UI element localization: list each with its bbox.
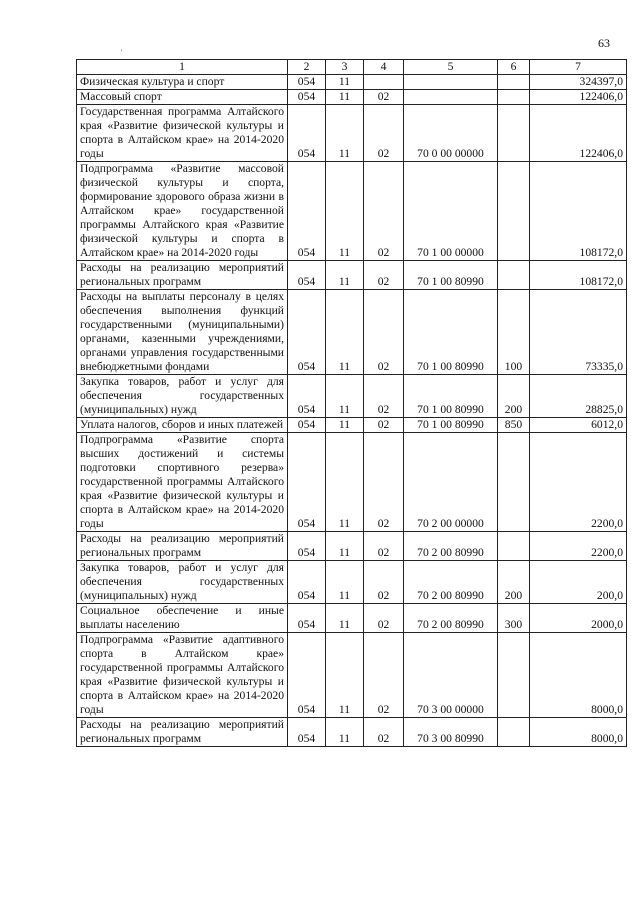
row-vr [498, 433, 530, 532]
row-name: Подпрограмма «Развитие массовой физической культуры и спорта, формирование здорового образа жизни в Алтайском крае» государственной программы Алтайского края «Развитие физической культуры и спорта в Алтайском крае» на 2014-2020 годы [77, 162, 288, 261]
row-sum: 6012,0 [530, 418, 627, 433]
row-section: 11 [326, 633, 364, 718]
row-name: Расходы на выплаты персоналу в целях обеспечения выполнения функций государственными (муниципальными) органами, казенными учреждениями, органами управления государственными внебюджетными фондами [77, 290, 288, 375]
scan-speck: ' [121, 48, 123, 57]
table-row [77, 532, 627, 561]
table-row [77, 261, 627, 290]
table-row [77, 290, 627, 375]
table-row [77, 162, 627, 261]
row-vr [498, 633, 530, 718]
row-sum: 73335,0 [530, 290, 627, 375]
row-sum: 2000,0 [530, 604, 627, 633]
row-subsection [364, 75, 404, 90]
col-header-7: 7 [530, 60, 627, 75]
row-name: Физическая культура и спорт [77, 75, 288, 90]
row-grbs: 054 [288, 162, 326, 261]
row-grbs: 054 [288, 718, 326, 747]
row-name: Массовый спорт [77, 90, 288, 105]
row-vr: 200 [498, 375, 530, 418]
row-section: 11 [326, 604, 364, 633]
row-subsection: 02 [364, 162, 404, 261]
row-subsection: 02 [364, 290, 404, 375]
table-row [77, 90, 627, 105]
table-row [77, 105, 627, 162]
row-sum: 122406,0 [530, 105, 627, 162]
row-vr [498, 75, 530, 90]
row-name: Подпрограмма «Развитие спорта высших достижений и системы подготовки спортивного резерва» государственной программы Алтайского края «Развитие физической культуры и спорта в Алтайском крае» на 2014-2020 годы [77, 433, 288, 532]
row-grbs: 054 [288, 532, 326, 561]
row-target: 70 1 00 80990 [404, 261, 498, 290]
row-sum: 324397,0 [530, 75, 627, 90]
table-row [77, 633, 627, 718]
row-subsection: 02 [364, 718, 404, 747]
row-target: 70 2 00 00000 [404, 433, 498, 532]
row-vr [498, 261, 530, 290]
row-section: 11 [326, 90, 364, 105]
row-vr [498, 718, 530, 747]
row-vr: 100 [498, 290, 530, 375]
row-grbs: 054 [288, 418, 326, 433]
row-subsection: 02 [364, 532, 404, 561]
row-grbs: 054 [288, 105, 326, 162]
row-target: 70 3 00 00000 [404, 633, 498, 718]
row-sum: 2200,0 [530, 532, 627, 561]
table-row [77, 433, 627, 532]
row-grbs: 054 [288, 290, 326, 375]
row-name: Расходы на реализацию мероприятий региональных программ [77, 261, 288, 290]
row-section: 11 [326, 261, 364, 290]
row-vr: 300 [498, 604, 530, 633]
row-subsection: 02 [364, 90, 404, 105]
table-row [77, 375, 627, 418]
row-grbs: 054 [288, 433, 326, 532]
page-number: 63 [598, 36, 610, 50]
row-target: 70 2 00 80990 [404, 561, 498, 604]
row-subsection: 02 [364, 433, 404, 532]
row-target: 70 3 00 80990 [404, 718, 498, 747]
row-sum: 108172,0 [530, 162, 627, 261]
row-section: 11 [326, 162, 364, 261]
row-section: 11 [326, 105, 364, 162]
row-sum: 8000,0 [530, 633, 627, 718]
table-row [77, 561, 627, 604]
row-subsection: 02 [364, 633, 404, 718]
row-sum: 8000,0 [530, 718, 627, 747]
table-row [77, 718, 627, 747]
row-vr [498, 105, 530, 162]
row-sum: 28825,0 [530, 375, 627, 418]
row-target: 70 2 00 80990 [404, 532, 498, 561]
row-sum: 200,0 [530, 561, 627, 604]
row-section: 11 [326, 418, 364, 433]
row-sum: 2200,0 [530, 433, 627, 532]
col-header-3: 3 [326, 60, 364, 75]
header-row [77, 60, 627, 75]
table-row [77, 418, 627, 433]
row-subsection: 02 [364, 418, 404, 433]
row-subsection: 02 [364, 561, 404, 604]
budget-table [76, 59, 627, 747]
row-subsection: 02 [364, 375, 404, 418]
row-name: Расходы на реализацию мероприятий региональных программ [77, 532, 288, 561]
row-grbs: 054 [288, 75, 326, 90]
row-target: 70 1 00 80990 [404, 418, 498, 433]
row-target: 70 1 00 80990 [404, 290, 498, 375]
row-section: 11 [326, 718, 364, 747]
row-vr [498, 532, 530, 561]
row-vr: 850 [498, 418, 530, 433]
row-name: Социальное обеспечение и иные выплаты населению [77, 604, 288, 633]
row-subsection: 02 [364, 105, 404, 162]
row-grbs: 054 [288, 604, 326, 633]
row-target: 70 0 00 00000 [404, 105, 498, 162]
row-vr: 200 [498, 561, 530, 604]
row-section: 11 [326, 375, 364, 418]
table-row [77, 604, 627, 633]
col-header-6: 6 [498, 60, 530, 75]
row-grbs: 054 [288, 633, 326, 718]
row-section: 11 [326, 433, 364, 532]
col-header-1: 1 [77, 60, 288, 75]
row-section: 11 [326, 561, 364, 604]
row-subsection: 02 [364, 261, 404, 290]
row-target [404, 75, 498, 90]
row-name: Закупка товаров, работ и услуг для обеспечения государственных (муниципальных) нужд [77, 561, 288, 604]
row-target: 70 1 00 00000 [404, 162, 498, 261]
row-section: 11 [326, 290, 364, 375]
row-grbs: 054 [288, 90, 326, 105]
row-name: Уплата налогов, сборов и иных платежей [77, 418, 288, 433]
table-row [77, 75, 627, 90]
row-target: 70 2 00 80990 [404, 604, 498, 633]
col-header-2: 2 [288, 60, 326, 75]
row-name: Расходы на реализацию мероприятий региональных программ [77, 718, 288, 747]
row-sum: 122406,0 [530, 90, 627, 105]
row-grbs: 054 [288, 561, 326, 604]
row-section: 11 [326, 75, 364, 90]
row-sum: 108172,0 [530, 261, 627, 290]
row-target [404, 90, 498, 105]
row-name: Государственная программа Алтайского края «Развитие физической культуры и спорта в Алтайском крае» на 2014-2020 годы [77, 105, 288, 162]
row-subsection: 02 [364, 604, 404, 633]
row-vr [498, 90, 530, 105]
row-grbs: 054 [288, 375, 326, 418]
row-name: Подпрограмма «Развитие адаптивного спорта в Алтайском крае» государственной программы Алтайского края «Развитие физической культуры и спорта в Алтайском крае» на 2014-2020 годы [77, 633, 288, 718]
row-section: 11 [326, 532, 364, 561]
row-grbs: 054 [288, 261, 326, 290]
row-target: 70 1 00 80990 [404, 375, 498, 418]
row-name: Закупка товаров, работ и услуг для обеспечения государственных (муниципальных) нужд [77, 375, 288, 418]
row-vr [498, 162, 530, 261]
col-header-5: 5 [404, 60, 498, 75]
col-header-4: 4 [364, 60, 404, 75]
